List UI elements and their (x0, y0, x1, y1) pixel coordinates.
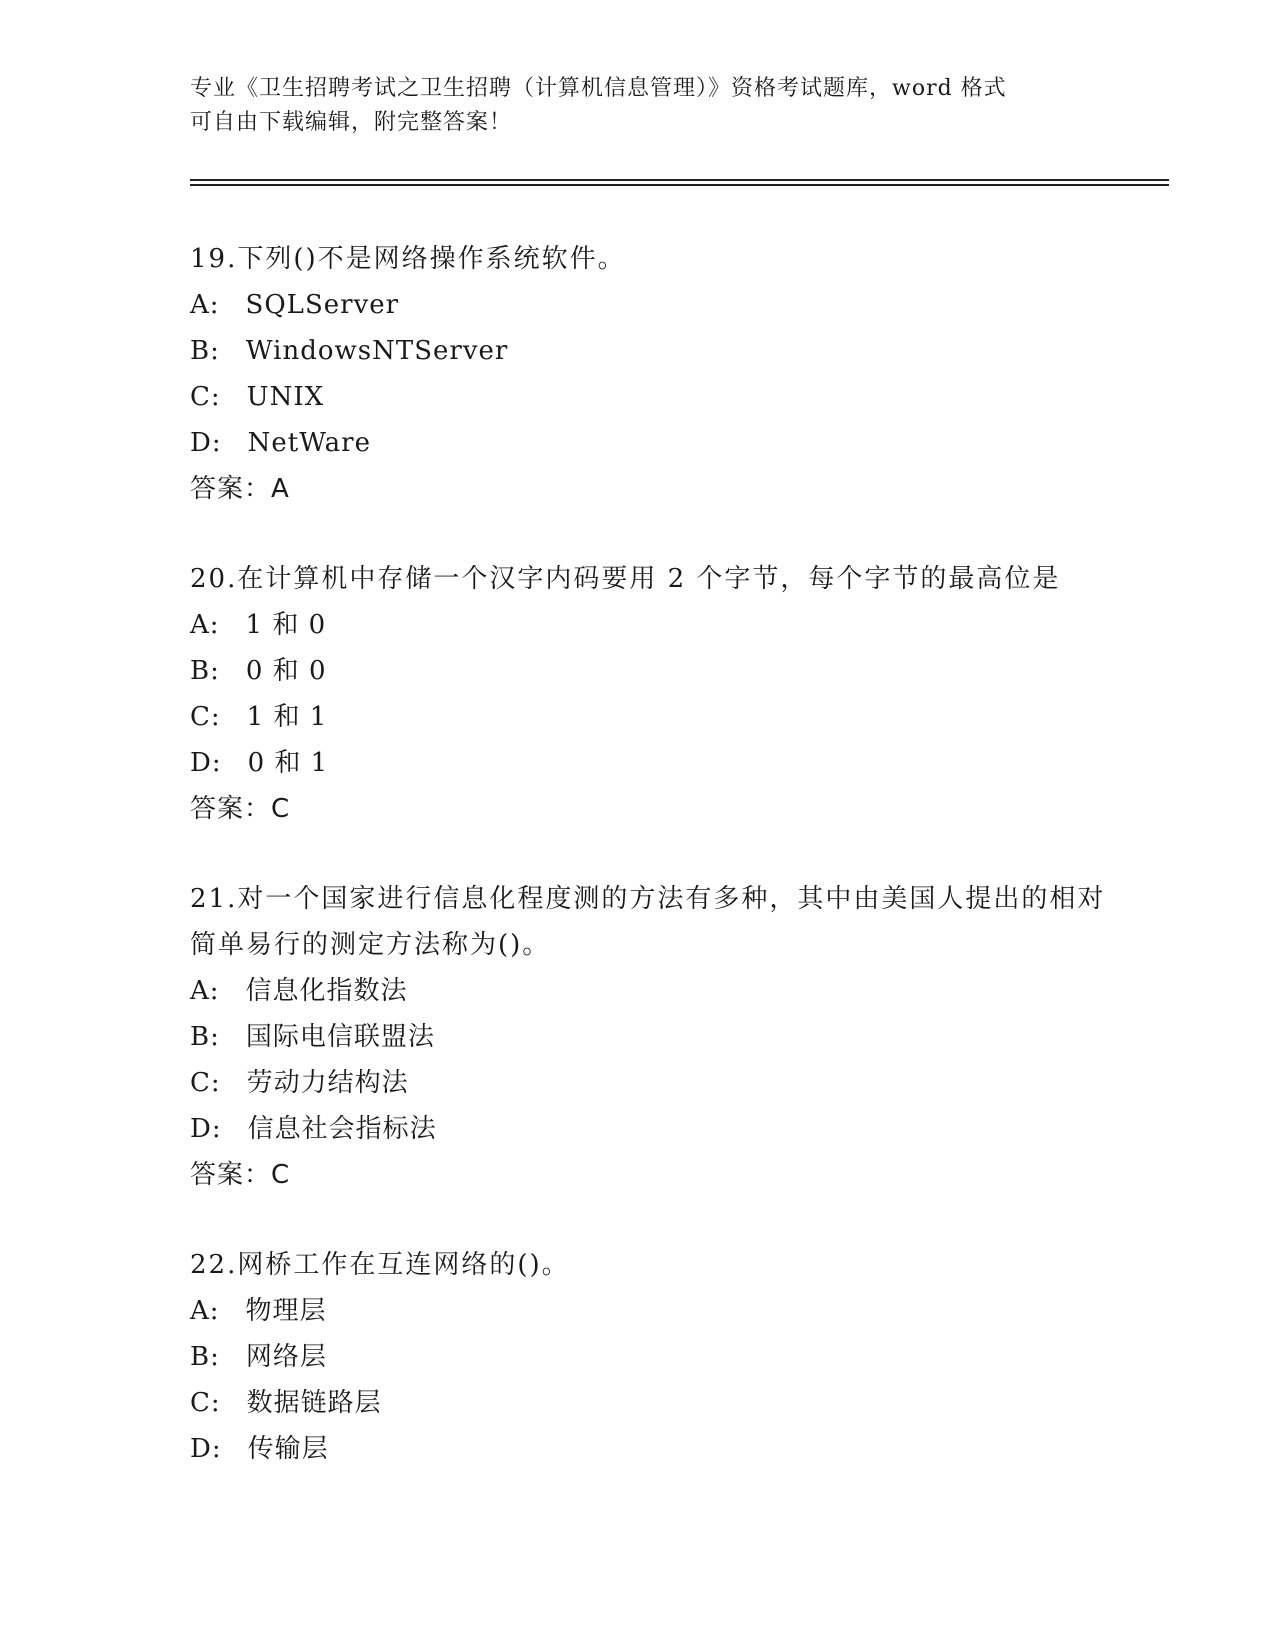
option-text: UNIX (246, 382, 325, 412)
option-a (190, 282, 1110, 328)
answer-line: 答案：C (190, 1160, 291, 1190)
option-letter: B: (190, 1342, 220, 1372)
question-19 (190, 236, 1110, 512)
option-c (190, 694, 1110, 740)
option-letter: A: (190, 610, 220, 640)
option-letter: A: (190, 290, 220, 320)
option-letter: A: (190, 976, 220, 1006)
option-d (190, 740, 1110, 786)
option-letter: B: (190, 1022, 220, 1052)
option-d (190, 1106, 1110, 1152)
option-text: 国际电信联盟法 (245, 1022, 435, 1052)
option-b (190, 648, 1110, 694)
header-line-1: 专业《卫生招聘考试之卫生招聘（计算机信息管理）》资格考试题库，word 格式 (190, 76, 1007, 101)
option-b (190, 1334, 1110, 1380)
option-text: 0 和 1 (247, 748, 329, 778)
question-21 (190, 876, 1110, 1198)
option-a (190, 1288, 1110, 1334)
option-letter: D: (190, 428, 222, 458)
option-letter: D: (190, 748, 222, 778)
answer-line: 答案：C (190, 794, 291, 824)
option-c (190, 1060, 1110, 1106)
option-text: 1 和 0 (245, 610, 327, 640)
question-title: 20.在计算机中存储一个汉字内码要用 2 个字节，每个字节的最高位是 (190, 564, 1061, 594)
option-a (190, 602, 1110, 648)
option-text: NetWare (247, 428, 371, 458)
option-c (190, 1380, 1110, 1426)
question-22 (190, 1242, 1110, 1472)
document-header (190, 72, 1110, 140)
header-divider-top (190, 179, 1169, 181)
option-letter: C: (190, 1068, 221, 1098)
option-letter: B: (190, 656, 220, 686)
option-letter: B: (190, 336, 220, 366)
option-letter: C: (190, 702, 221, 732)
answer-line: 答案：A (190, 474, 290, 504)
option-letter: C: (190, 382, 221, 412)
option-text: 数据链路层 (246, 1388, 382, 1418)
option-text: 传输层 (247, 1434, 329, 1464)
option-text: 1 和 1 (246, 702, 328, 732)
option-b (190, 328, 1110, 374)
header-line-2: 可自由下载编辑，附完整答案！ (190, 110, 513, 135)
question-title: 22.网桥工作在互连网络的()。 (190, 1250, 570, 1280)
option-text: 网络层 (245, 1342, 327, 1372)
option-d (190, 420, 1110, 466)
option-letter: C: (190, 1388, 221, 1418)
option-a (190, 968, 1110, 1014)
option-text: 0 和 0 (245, 656, 327, 686)
option-d (190, 1426, 1110, 1472)
option-text: 信息社会指标法 (247, 1114, 437, 1144)
option-letter: A: (190, 1296, 220, 1326)
option-text: WindowsNTServer (245, 336, 509, 366)
header-divider-bottom (190, 184, 1169, 186)
option-text: 信息化指数法 (245, 976, 408, 1006)
option-b (190, 1014, 1110, 1060)
option-c (190, 374, 1110, 420)
question-title: 21.对一个国家进行信息化程度测的方法有多种，其中由美国人提出的相对简单易行的测定方法称为()。 (190, 884, 1106, 960)
question-title: 19.下列()不是网络操作系统软件。 (190, 244, 626, 274)
question-20 (190, 556, 1110, 832)
option-text: 劳动力结构法 (246, 1068, 409, 1098)
question-list (190, 236, 1110, 1516)
option-text: 物理层 (245, 1296, 327, 1326)
option-letter: D: (190, 1114, 222, 1144)
option-text: SQLServer (245, 290, 400, 320)
option-letter: D: (190, 1434, 222, 1464)
